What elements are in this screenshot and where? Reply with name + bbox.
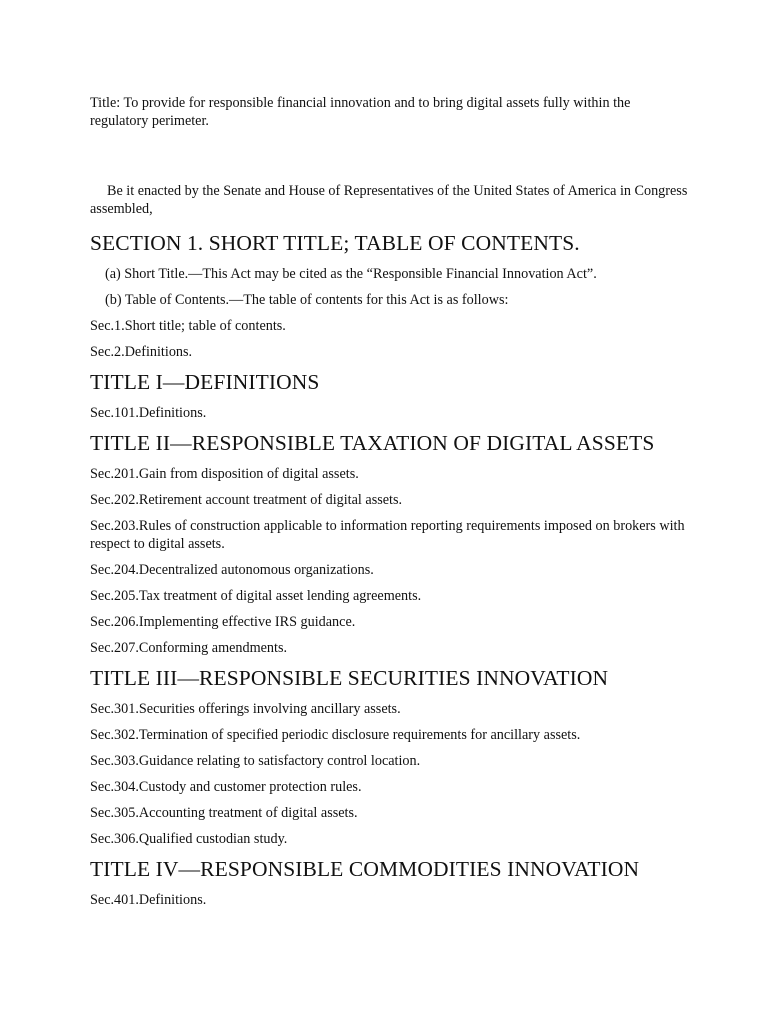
toc-entry-number: Sec.401. <box>90 892 139 908</box>
toc-entry-text: Short title; table of contents. <box>124 318 286 334</box>
toc-entry-number: Sec.2. <box>90 344 125 360</box>
toc-entry <box>90 465 690 483</box>
toc-entry-number: Sec.205. <box>90 588 139 604</box>
toc-entry <box>90 778 690 796</box>
enacting-clause: Be it enacted by the Senate and House of Representatives of the United States of America in Congress assembled, <box>90 183 688 217</box>
toc-entry-text: Accounting treatment of digital assets. <box>138 805 358 821</box>
toc-entry-text: Definitions. <box>138 892 207 908</box>
toc-entry-text: Implementing effective IRS guidance. <box>138 614 356 630</box>
toc-entry <box>90 830 690 848</box>
toc-entry-text: Termination of specified periodic disclosure requirements for ancillary assets. <box>138 727 581 743</box>
toc-entry-number: Sec.306. <box>90 831 139 847</box>
title-3-heading: TITLE III—RESPONSIBLE SECURITIES INNOVATION <box>90 666 609 690</box>
toc-entry-number: Sec.1. <box>90 318 125 334</box>
toc-entry <box>90 491 690 509</box>
toc-entry <box>90 804 690 822</box>
toc-entry <box>90 639 690 657</box>
toc-entry-number: Sec.202. <box>90 492 139 508</box>
toc-entry <box>90 700 690 718</box>
toc-entry-text: Rules of construction applicable to information reporting requirements imposed on brokers with respect to digital assets. <box>90 518 685 552</box>
toc-entry-number: Sec.302. <box>90 727 139 743</box>
toc-entry <box>90 404 690 422</box>
toc-entry <box>90 726 690 744</box>
title-2-heading: TITLE II—RESPONSIBLE TAXATION OF DIGITAL ASSETS <box>90 431 655 455</box>
toc-entry-text: Securities offerings involving ancillary assets. <box>138 701 401 717</box>
toc-entry-number: Sec.206. <box>90 614 139 630</box>
section-1-heading: SECTION 1. SHORT TITLE; TABLE OF CONTENTS. <box>90 231 580 255</box>
toc-entry <box>90 613 690 631</box>
toc-entry-text: Gain from disposition of digital assets. <box>138 466 359 482</box>
title-1-heading: TITLE I—DEFINITIONS <box>90 370 320 394</box>
toc-entry <box>90 317 690 335</box>
toc-entry-number: Sec.301. <box>90 701 139 717</box>
toc-intro-paragraph: (b) Table of Contents.—The table of contents for this Act is as follows: <box>105 292 509 308</box>
toc-entry-text: Guidance relating to satisfactory control location. <box>138 753 421 769</box>
toc-entry-text: Retirement account treatment of digital assets. <box>138 492 403 508</box>
toc-entry-text: Decentralized autonomous organizations. <box>138 562 374 578</box>
short-title-paragraph: (a) Short Title.—This Act may be cited as the “Responsible Financial Innovation Act”. <box>105 266 597 282</box>
bill-title: Title: To provide for responsible financial innovation and to bring digital assets fully within the regulatory perimeter. <box>90 95 631 129</box>
toc-entry <box>90 561 690 579</box>
toc-entry <box>90 343 690 361</box>
toc-entry-number: Sec.303. <box>90 753 139 769</box>
toc-entry-number: Sec.101. <box>90 405 139 421</box>
toc-entry <box>90 517 690 553</box>
toc-entry <box>90 587 690 605</box>
toc-entry-text: Conforming amendments. <box>138 640 288 656</box>
toc-entry-number: Sec.305. <box>90 805 139 821</box>
toc-entry-text: Definitions. <box>124 344 193 360</box>
title-4-heading: TITLE IV—RESPONSIBLE COMMODITIES INNOVATION <box>90 857 640 881</box>
toc-entry-number: Sec.204. <box>90 562 139 578</box>
toc-entry-text: Custody and customer protection rules. <box>138 779 362 795</box>
toc-entry-number: Sec.304. <box>90 779 139 795</box>
toc-entry <box>90 752 690 770</box>
document-page <box>90 94 690 917</box>
toc-entry-number: Sec.207. <box>90 640 139 656</box>
toc-entry-number: Sec.203. <box>90 518 139 534</box>
toc-entry-text: Tax treatment of digital asset lending agreements. <box>138 588 422 604</box>
toc-entry-text: Qualified custodian study. <box>138 831 288 847</box>
toc-entry-text: Definitions. <box>138 405 207 421</box>
toc-entry-number: Sec.201. <box>90 466 139 482</box>
toc-entry <box>90 891 690 909</box>
